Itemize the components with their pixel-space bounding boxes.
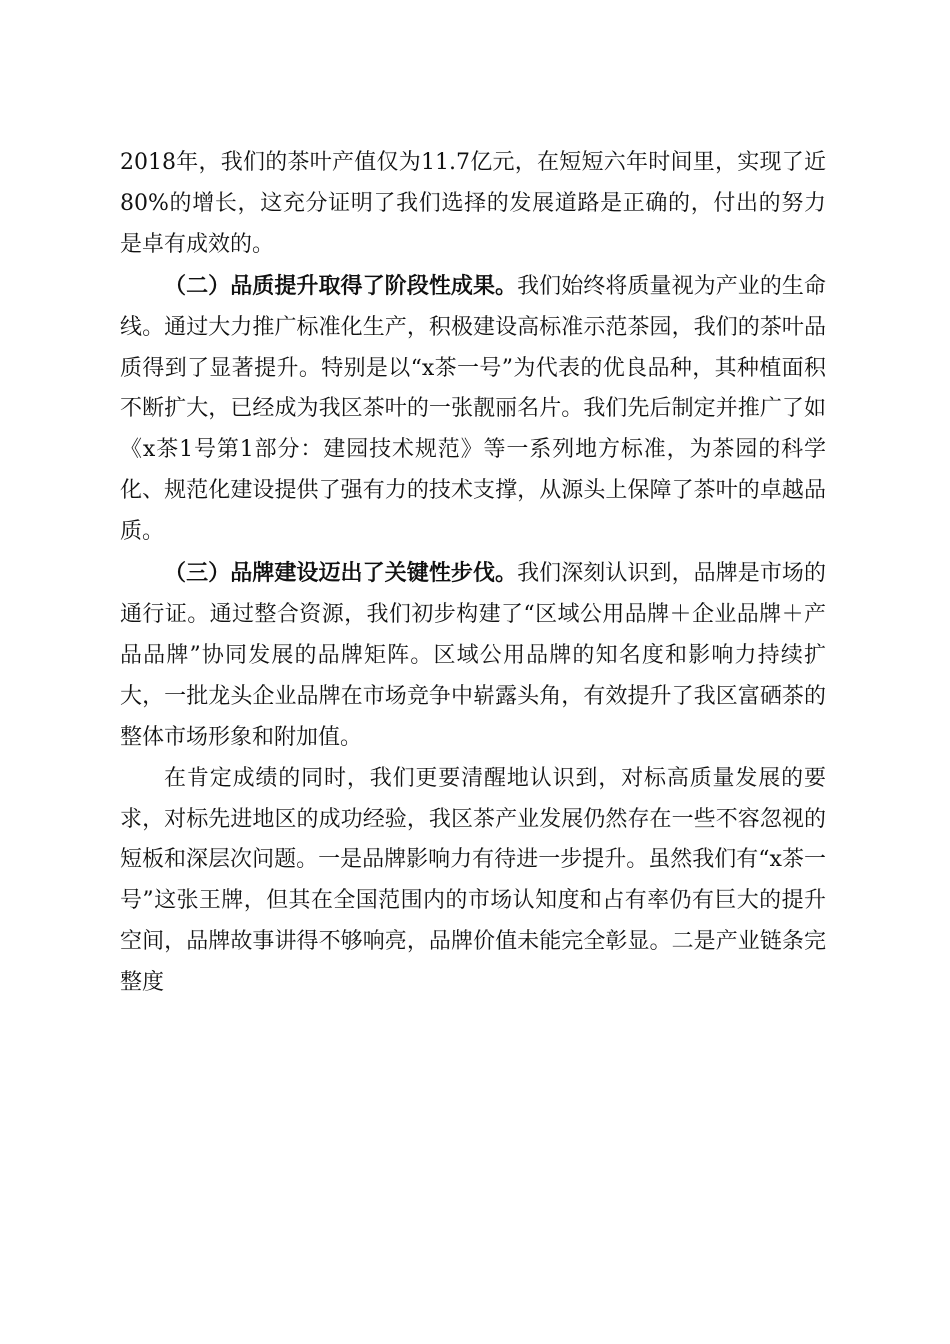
paragraph-text: 我们始终将质量视为产业的生命线。通过大力推广标准化生产，积极建设高标准示范茶园，我们的茶叶品质得到了显著提升。特别是以“x茶一号”为代表的优良品种，其种植面积不断扩大，已经成为我区茶叶的一张靓丽名片。我们先后制定并推广了如《x茶1号第1部分：建园技术规范》等一系列地方标准，为茶园的科学化、规范化建设提供了强有力的技术支撑，从源头上保障了茶叶的卓越品质。	[120, 273, 826, 545]
paragraph-text: 我们深刻认识到，品牌是市场的通行证。通过整合资源，我们初步构建了“区域公用品牌＋企业品牌＋产品品牌”协同发展的品牌矩阵。区域公用品牌的知名度和影响力持续扩大，一批龙头企业品牌在市场竞争中崭露头角，有效提升了我区富硒茶的整体市场形象和附加值。	[120, 561, 826, 750]
paragraph-text: 2018年，我们的茶叶产值仅为11.7亿元，在短短六年时间里，实现了近80%的增长，这充分证明了我们选择的发展道路是正确的，付出的努力是卓有成效的。	[120, 150, 826, 257]
paragraph-heading: （三）品牌建设迈出了关键性步伐。	[164, 560, 518, 587]
paragraph-heading: （二）品质提升取得了阶段性成果。	[164, 272, 518, 299]
paragraph-quality-improvement	[120, 266, 826, 553]
paragraph-text: 在肯定成绩的同时，我们更要清醒地认识到，对标高质量发展的要求，对标先进地区的成功经验，我区茶产业发展仍然存在一些不容忽视的短板和深层次问题。一是品牌影响力有待进一步提升。虽然我们有“x茶一号”这张王牌，但其在全国范围内的市场认知度和占有率仍有巨大的提升空间，品牌故事讲得不够响亮，品牌价值未能完全彰显。二是产业链条完整度	[120, 765, 826, 996]
document-body	[120, 143, 826, 1004]
paragraph-output-value	[120, 143, 826, 266]
paragraph-problems	[120, 759, 826, 1004]
paragraph-brand-building	[120, 553, 826, 759]
